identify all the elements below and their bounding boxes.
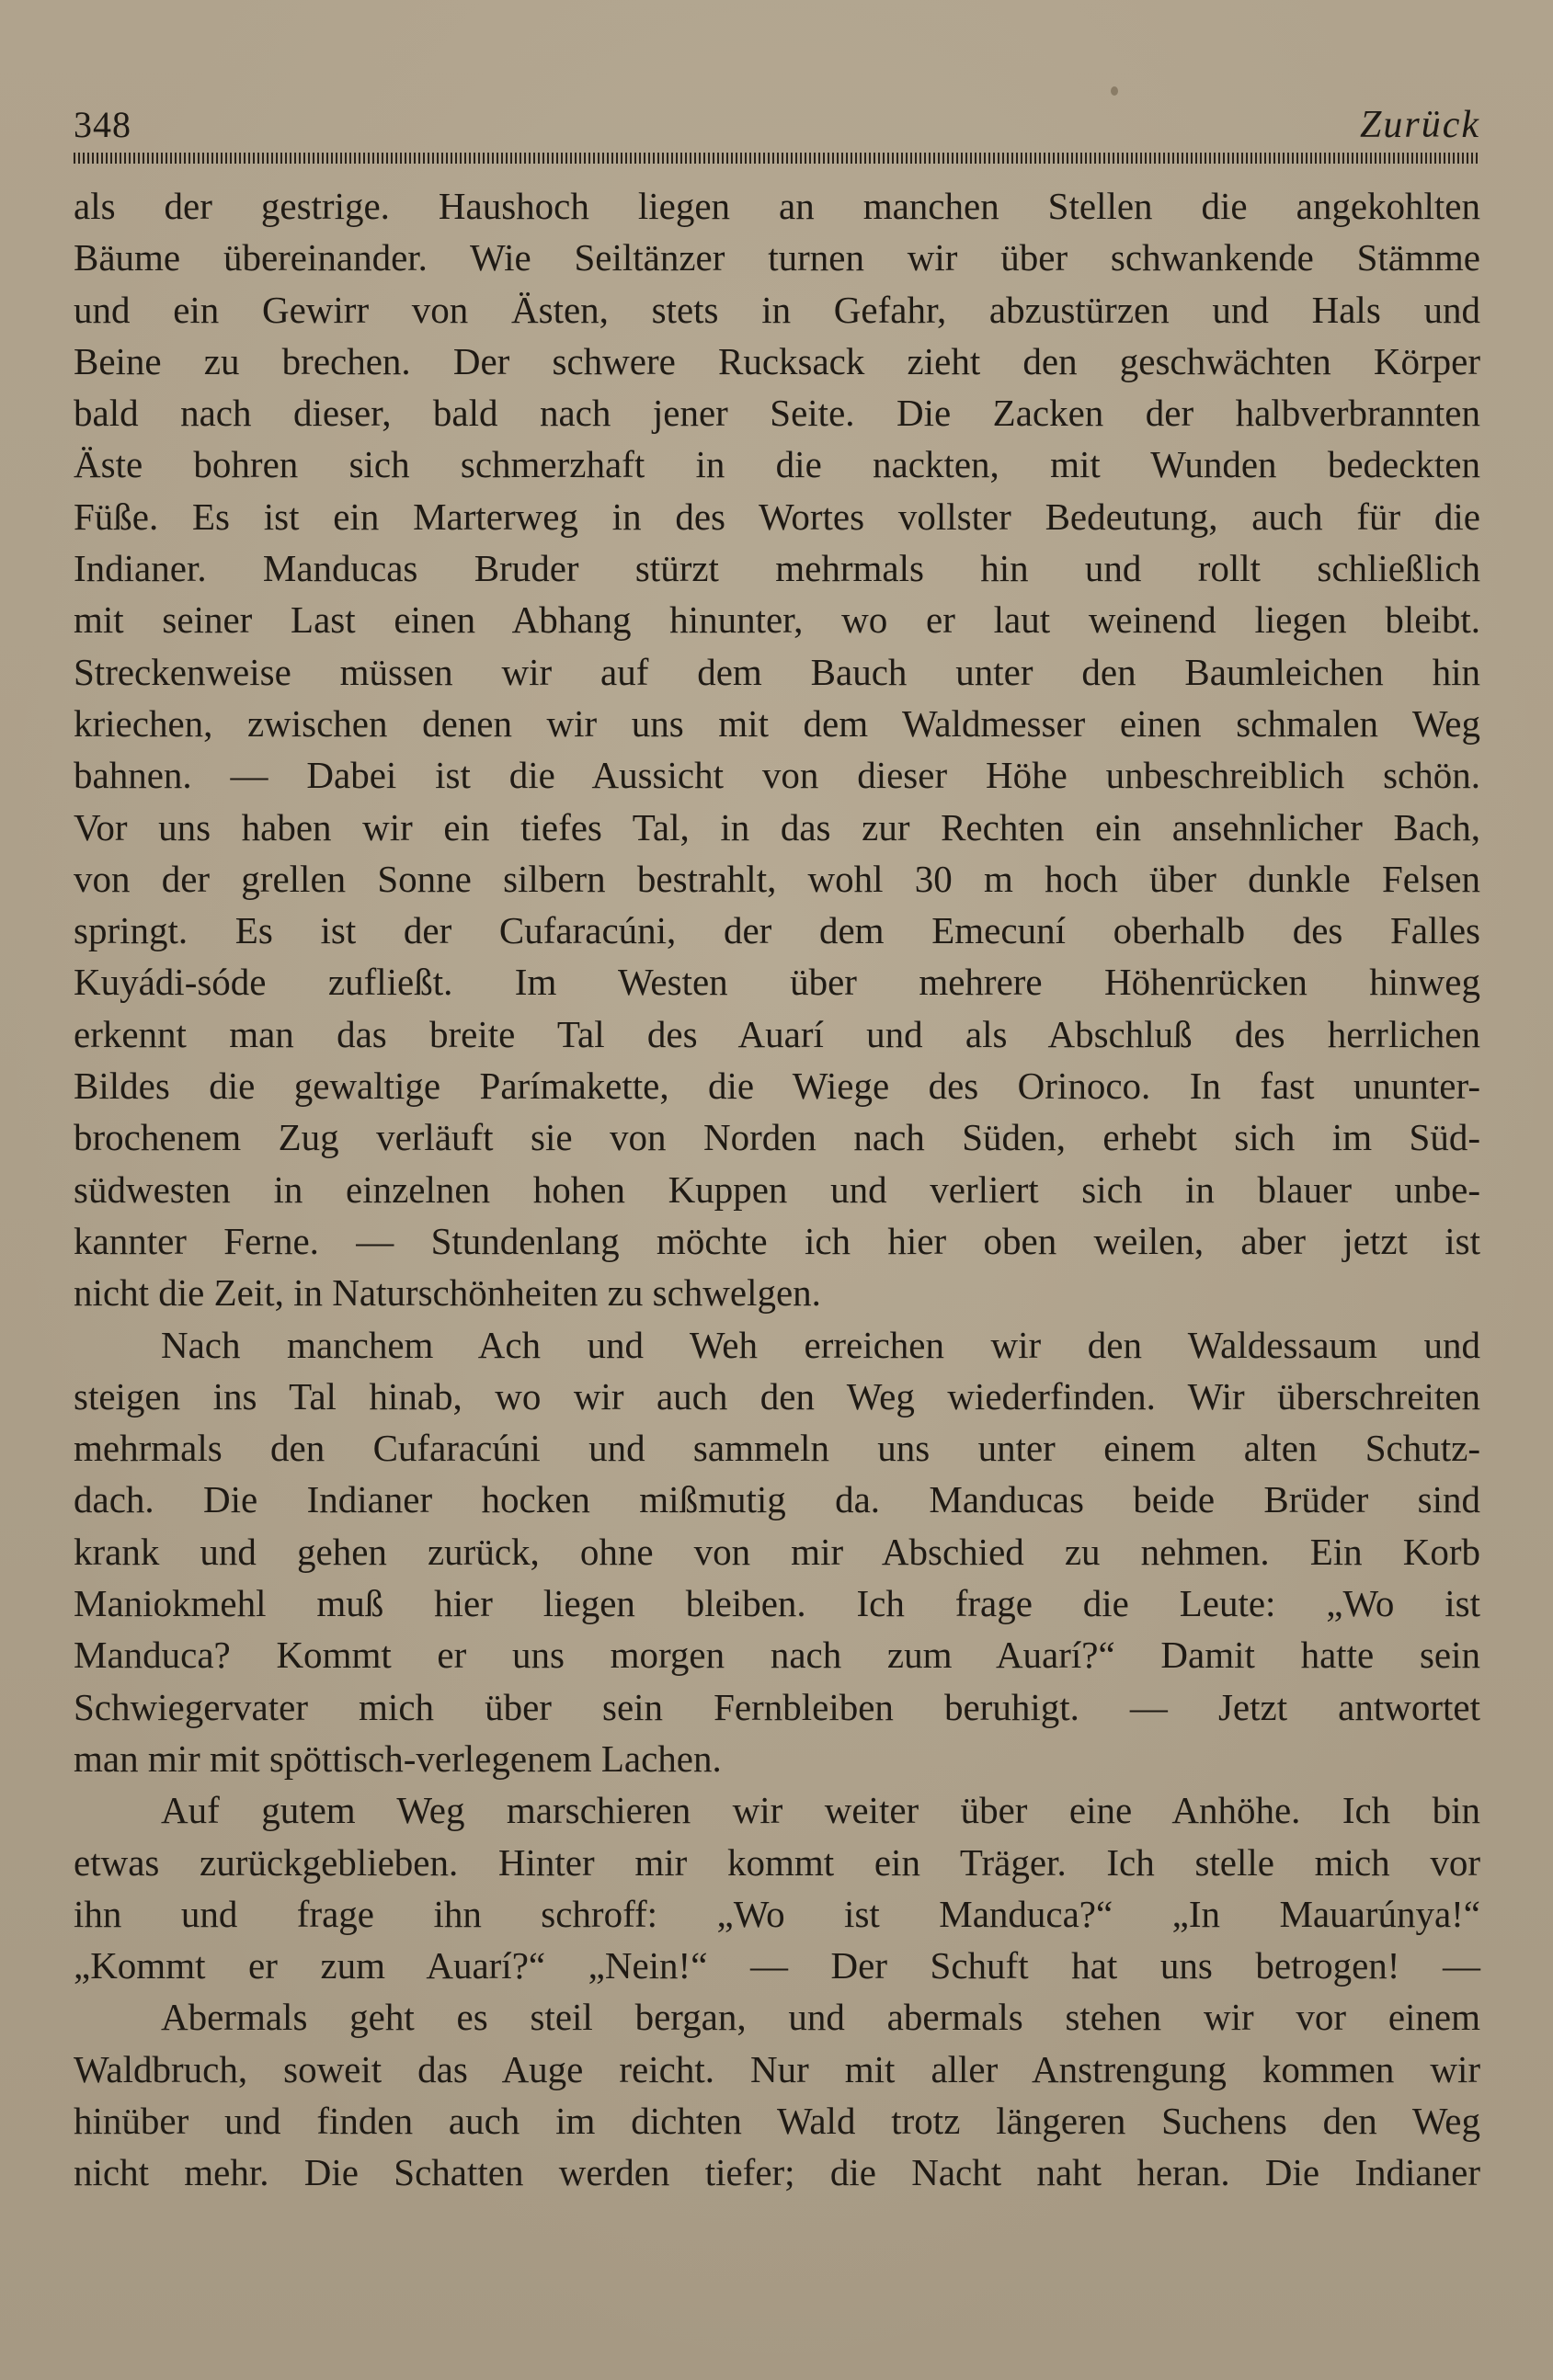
text-line: etwas zurückgeblieben. Hinter mir kommt ein Träger. Ich stelle mich vor <box>74 1840 1480 1884</box>
running-title: Zurück <box>1360 104 1480 146</box>
text-line: Manduca? Kommt er uns morgen nach zum Auarí?“ Damit hatte sein <box>74 1634 1480 1677</box>
text-line: Bildes die gewaltige Parímakette, die Wiege des Orinoco. In fast ununter- <box>74 1065 1480 1108</box>
text-line: mehrmals den Cufaracúni und sammeln uns unter einem alten Schutz- <box>74 1427 1480 1470</box>
text-line: Schwiegervater mich über sein Fernbleiben beruhigt. — Jetzt antwortet <box>74 1685 1480 1728</box>
text-line: hinüber und finden auch im dichten Wald trotz längeren Suchens den Weg <box>74 2099 1480 2142</box>
text-line: Vor uns haben wir ein tiefes Tal, in das zur Rechten ein ansehnlicher Bach, <box>74 805 1480 848</box>
text-line: „Kommt er zum Auarí?“ „Nein!“ — Der Schuft hat uns betrogen! — <box>74 1944 1480 1987</box>
text-line: Äste bohren sich schmerzhaft in die nackten, mit Wunden bedeckten <box>74 443 1480 486</box>
body-text <box>74 180 1480 2199</box>
text-line: von der grellen Sonne silbern bestrahlt, wohl 30 m hoch über dunkle Felsen <box>74 857 1480 900</box>
text-line: Indianer. Manducas Bruder stürzt mehrmals hin und rollt schließlich <box>74 547 1480 590</box>
text-line: brochenem Zug verläuft sie von Norden nach Süden, erhebt sich im Süd- <box>74 1116 1480 1159</box>
text-line: bahnen. — Dabei ist die Aussicht von dieser Höhe unbeschreiblich schön. <box>74 754 1480 797</box>
text-line: südwesten in einzelnen hohen Kuppen und verliert sich in blauer unbe- <box>74 1167 1480 1211</box>
text-line: dach. Die Indianer hocken mißmutig da. Manducas beide Brüder sind <box>74 1478 1480 1521</box>
text-line: Füße. Es ist ein Marterweg in des Wortes vollster Bedeutung, auch für die <box>74 495 1480 538</box>
text-line: und ein Gewirr von Ästen, stets in Gefahr, abzustürzen und Hals und <box>74 288 1480 331</box>
text-line: Beine zu brechen. Der schwere Rucksack zieht den geschwächten Körper <box>74 339 1480 382</box>
text-line: Streckenweise müssen wir auf dem Bauch unter den Baumleichen hin <box>74 650 1480 693</box>
text-line: erkennt man das breite Tal des Auarí und als Abschluß des herrlichen <box>74 1012 1480 1055</box>
text-line: Abermals geht es steil bergan, und abermals stehen wir vor einem <box>161 1996 1480 2039</box>
header-rule <box>74 153 1480 164</box>
text-line: man mir mit spöttisch-verlegenem Lachen. <box>74 1737 722 1780</box>
text-line: ihn und frage ihn schroff: „Wo ist Manduca?“ „In Mauarúnya!“ <box>74 1892 1480 1935</box>
text-line: kriechen, zwischen denen wir uns mit dem Waldmesser einen schmalen Weg <box>74 701 1480 745</box>
text-line: springt. Es ist der Cufaracúni, der dem Emecuní oberhalb des Falles <box>74 909 1480 952</box>
text-line: mit seiner Last einen Abhang hinunter, wo er laut weinend liegen bleibt. <box>74 598 1480 642</box>
text-line: steigen ins Tal hinab, wo wir auch den Weg wiederfinden. Wir überschreiten <box>74 1374 1480 1418</box>
text-line: als der gestrige. Haushoch liegen an manchen Stellen die angekohlten <box>74 185 1480 227</box>
text-line: Bäume übereinander. Wie Seiltänzer turnen wir über schwankende Stämme <box>74 236 1480 279</box>
text-line: nicht mehr. Die Schatten werden tiefer; die Nacht naht heran. Die Indianer <box>74 2151 1480 2194</box>
text-line: bald nach dieser, bald nach jener Seite. Die Zacken der halbverbrannten <box>74 392 1480 435</box>
page-number: 348 <box>74 104 131 145</box>
paper-speck <box>1111 86 1118 96</box>
text-line: Nach manchem Ach und Weh erreichen wir den Waldessaum und <box>161 1323 1480 1366</box>
page-header <box>74 99 1480 151</box>
text-line: nicht die Zeit, in Naturschönheiten zu schwelgen. <box>74 1271 821 1315</box>
text-line: Auf gutem Weg marschieren wir weiter über eine Anhöhe. Ich bin <box>161 1789 1480 1832</box>
text-line: Waldbruch, soweit das Auge reicht. Nur mit aller Anstrengung kommen wir <box>74 2047 1480 2090</box>
text-line: Kuyádi-sóde zufließt. Im Westen über mehrere Höhenrücken hinweg <box>74 961 1480 1004</box>
text-line: kannter Ferne. — Stundenlang möchte ich hier oben weilen, aber jetzt ist <box>74 1219 1480 1262</box>
text-line: krank und gehen zurück, ohne von mir Abschied zu nehmen. Ein Korb <box>74 1530 1480 1573</box>
text-line: Maniokmehl muß hier liegen bleiben. Ich frage die Leute: „Wo ist <box>74 1582 1480 1625</box>
